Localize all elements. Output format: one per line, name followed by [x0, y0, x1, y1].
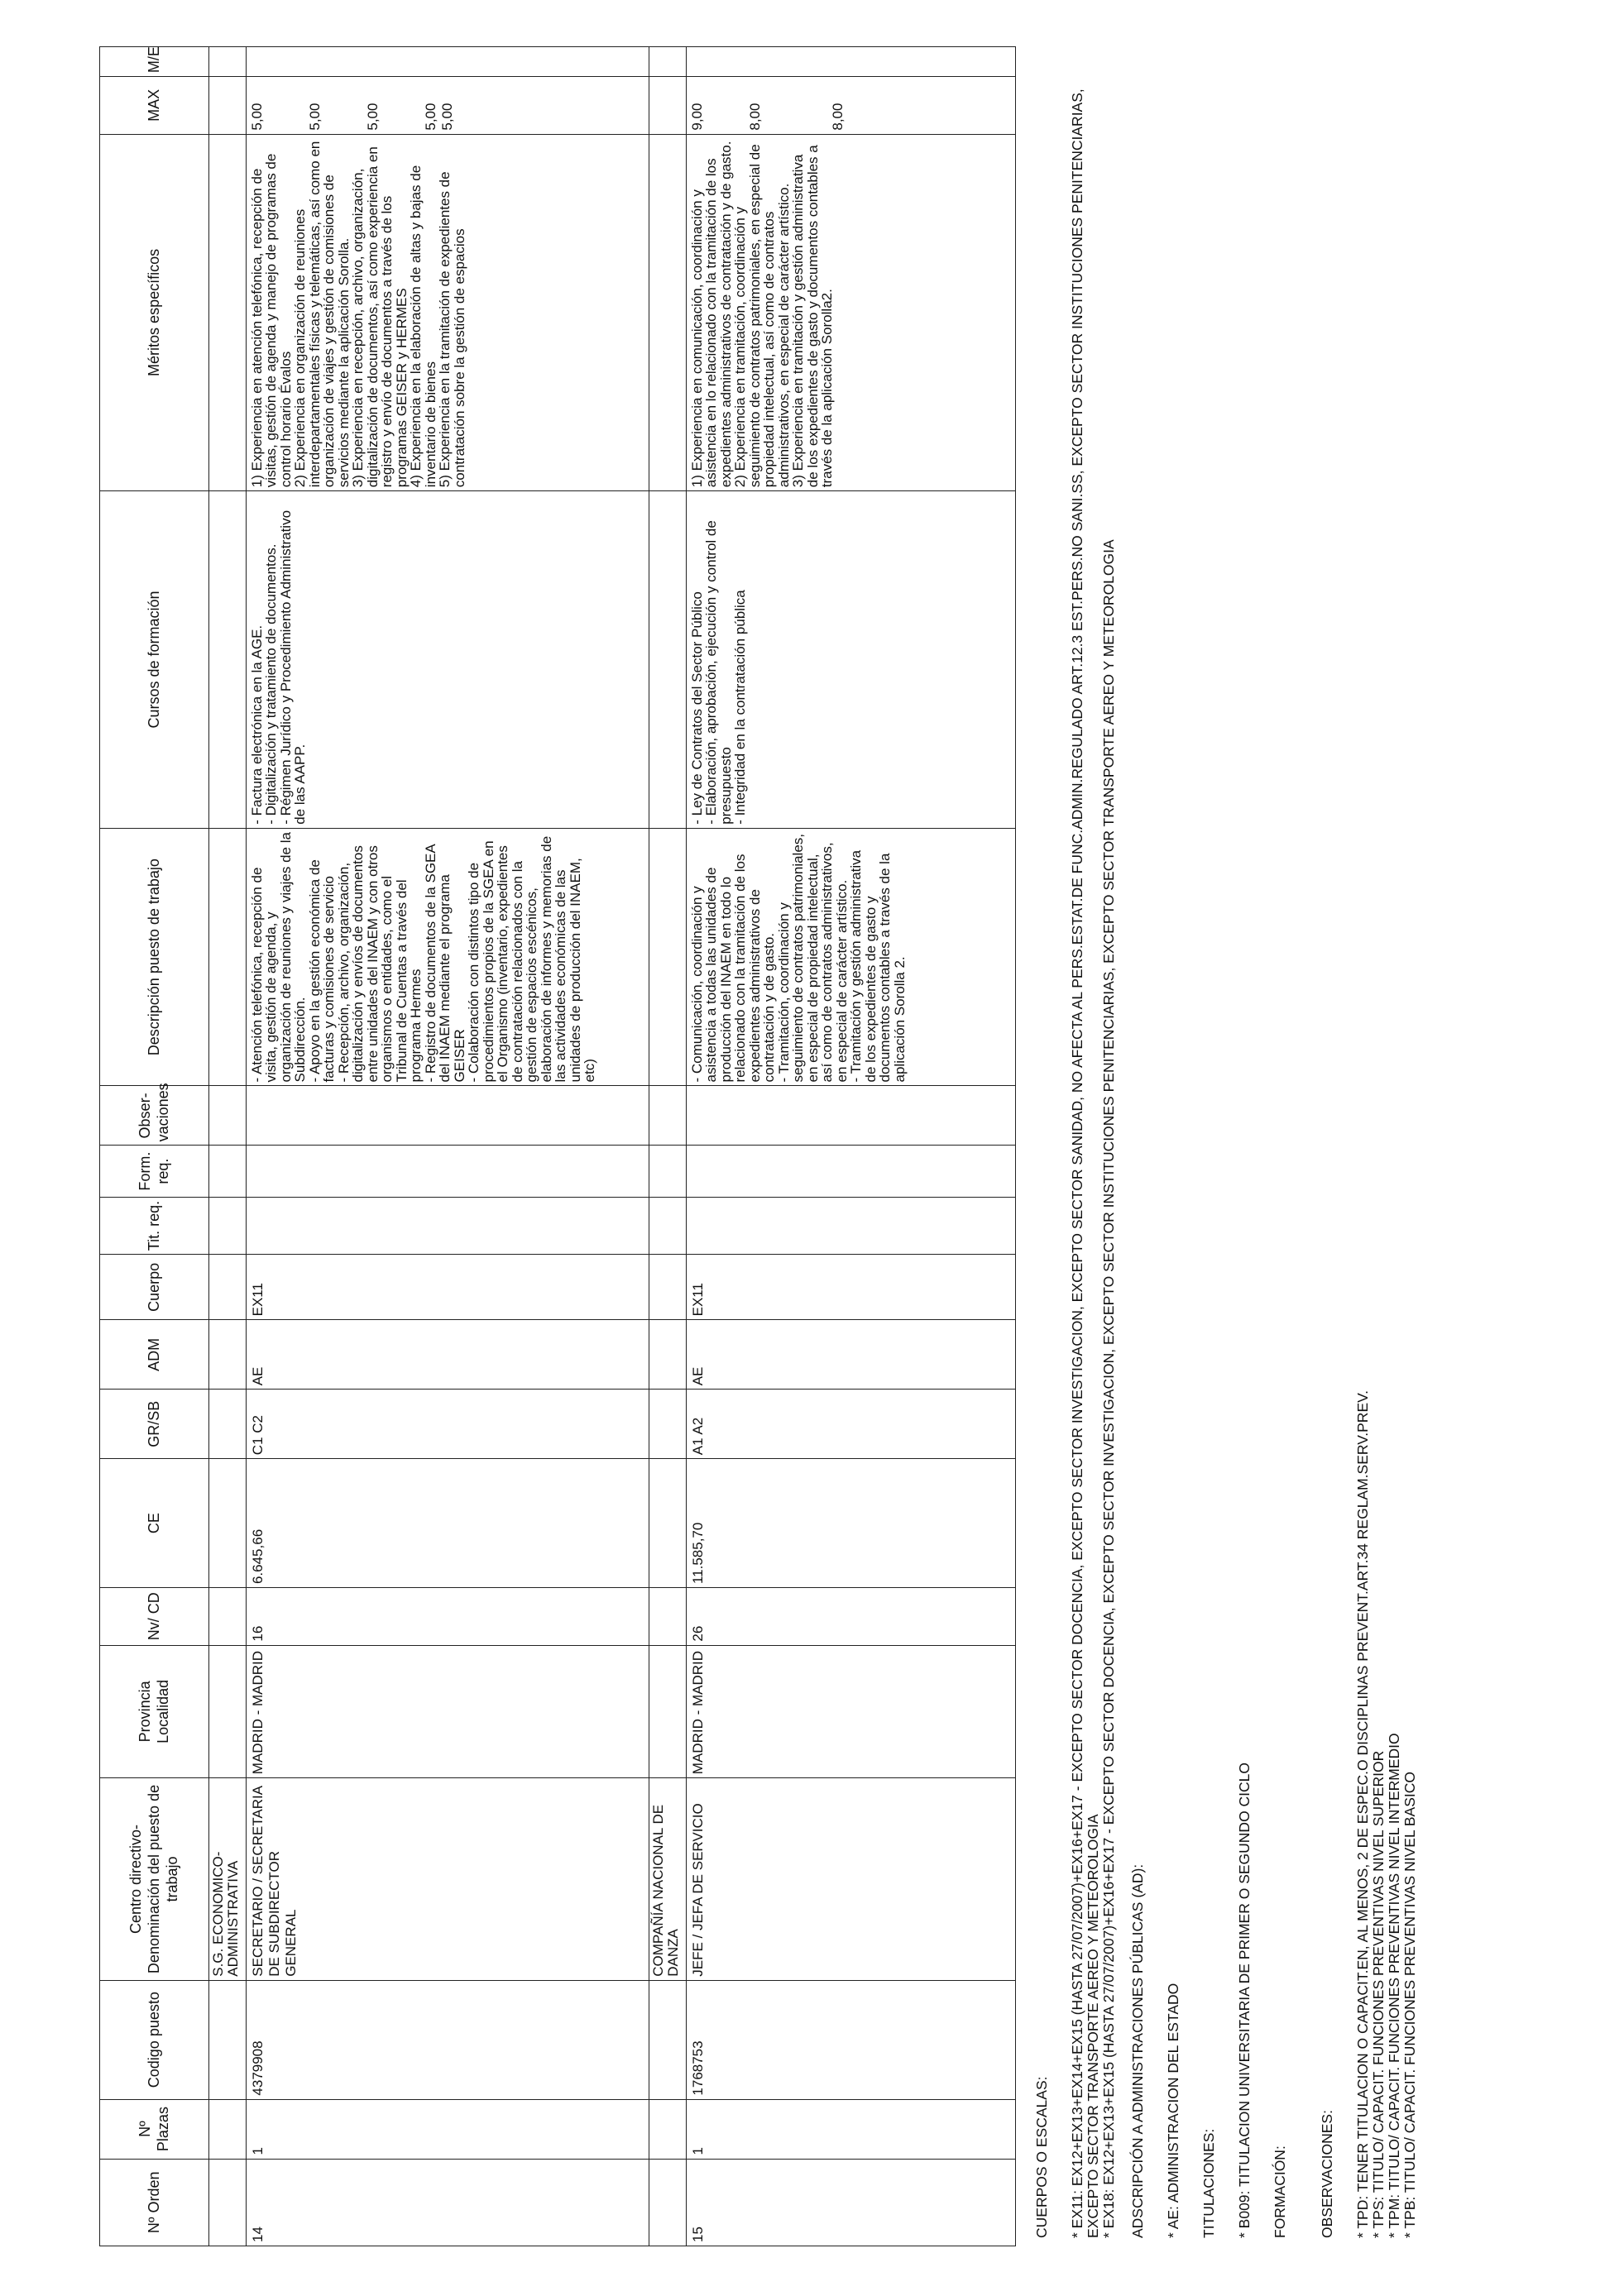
- row-max: [246, 77, 649, 135]
- header-max: MAX: [100, 77, 209, 135]
- row-descripcion: - Comunicación, coordinación y asistencia a todas las unidades de producción del INAEM en todo lo relacionado con la tramitación de los expedientes administrativos de contratación y de gasto. - Tramitación, coordinación y seguimiento de contratos patrimoniales, en especial de propiedad intelectual, así como de contratos administrativos, en especial de carácter artístico. - Tramitación y gestión administrativa de los expedientes de gasto y documentos contables a través de la aplicación Sorolla 2.: [686, 828, 1015, 1086]
- row-grupo: A1 A2: [686, 1390, 1015, 1459]
- row-provincia: MADRID - MADRID: [246, 1645, 649, 1778]
- header-grupo: GR/SB: [100, 1390, 209, 1459]
- row-codigo: 4379908: [246, 1980, 649, 2099]
- header-plazas: Nº Plazas: [100, 2099, 209, 2159]
- row-adm: AE: [686, 1320, 1015, 1390]
- row-orden: 14: [246, 2159, 649, 2246]
- merito-item: 3) Experiencia en tramitación y gestión administrativa de los expedientes de gasto y documentos contables a través de la aplicación Sorolla2.: [790, 145, 836, 488]
- formacion-title: FORMACIÓN:: [1272, 2145, 1288, 2238]
- row-provincia: MADRID - MADRID: [686, 1645, 1015, 1778]
- titulaciones-title: TITULACIONES:: [1200, 2128, 1217, 2238]
- row-ce: 11.585,70: [686, 1459, 1015, 1588]
- cuerpos-title: CUERPOS O ESCALAS:: [1033, 2076, 1050, 2238]
- section-centro: S.G. ECONOMICO-ADMINISTRATIVA: [208, 1778, 246, 1981]
- max-value: 8,00: [746, 103, 763, 131]
- note-ex18: * EX18: EX12+EX13+EX15 (HASTA 27/07/2007)+EX16+EX17 - EXCEPTO SECTOR DOCENCIA, EXCEPTO SECTOR INVESTIGACION, EXCEPTO SECTOR INSTITUCIONES PENITENCIARIAS, EXCEPTO SECTOR TRANSPORTE AEREO Y METEOROLOGIA: [1100, 539, 1117, 2238]
- merito-item: 3) Experiencia en recepción, archivo, organización, digitalización de documentos, así como experiencia en registro y envío de documentos a través de los programas GEISER y HERMES: [350, 146, 410, 488]
- max-value: 5,00: [422, 103, 438, 131]
- row-centro: SECRETARIO / SECRETARIA DE SUBDIRECTOR GENERAL: [246, 1778, 649, 1981]
- header-codigo: Codigo puesto: [100, 1980, 209, 2099]
- row-plazas: 1: [686, 2099, 1015, 2159]
- max-value: 5,00: [306, 103, 323, 131]
- merito-item: 1) Experiencia en atención telefónica, recepción de visitas, gestión de agenda y manejo de programas de control horario Évalos: [248, 153, 294, 488]
- row-meritos: [686, 134, 1015, 491]
- row-grupo: C1 C2: [246, 1390, 649, 1459]
- header-form: Form. req.: [100, 1146, 209, 1197]
- section-row: [649, 47, 686, 2246]
- note-tpd: * TPD: TENER TITULACION O CAPACIT.EN, AL MENOS, 2 DE ESPEC.O DISCIPLINAS PREVENT.ART.34 REGLAM.SERV.PREV.: [1354, 1390, 1371, 2238]
- table-row: [246, 47, 649, 2246]
- header-cuerpo: Cuerpo: [100, 1255, 209, 1320]
- header-nivel: Nv/ CD: [100, 1588, 209, 1646]
- notes-section: [1034, 71, 1418, 2238]
- row-nivel: 26: [686, 1588, 1015, 1646]
- note-ae: * AE: ADMINISTRACION DEL ESTADO: [1165, 1983, 1181, 2238]
- header-centro: Centro directivo- Denominación del puesto de trabajo: [100, 1778, 209, 1981]
- max-value: 9,00: [688, 103, 705, 131]
- merito-item: 2) Experiencia en organización de reuniones interdepartamentales físicas y telemáticas, así como en organización de viajes y gestión de comisiones de servicios mediante la aplicación Sorolla.: [292, 141, 352, 488]
- section-row: [208, 47, 246, 2246]
- merito-item: 2) Experiencia en tramitación, coordinación y seguimiento de contratos patrimoniales, en especial de propiedad intelectual, así como de contratos administrativos, en especial de carácter artístico.: [732, 144, 792, 488]
- merito-item: 5) Experiencia en la tramitación de expedientes de contratación sobre la gestión de espacios: [437, 171, 467, 488]
- merito-item: 4) Experiencia en la elaboración de altas y bajas de inventario de bienes: [408, 165, 438, 488]
- header-obs: Obser- vaciones: [100, 1086, 209, 1146]
- section-centro: COMPAÑÍA NACIONAL DE DANZA: [649, 1778, 686, 1981]
- header-orden: Nº Orden: [100, 2159, 209, 2246]
- merito-item: 1) Experiencia en comunicación, coordinación y asistencia en lo relacionado con la tramitación de los expedientes administrativos de contratación y de gasto.: [688, 141, 734, 488]
- row-cuerpo: EX11: [246, 1255, 649, 1320]
- max-value: 8,00: [829, 103, 846, 131]
- header-tit: Tit. req.: [100, 1197, 209, 1255]
- header-desc: Descripción puesto de trabajo: [100, 828, 209, 1086]
- row-adm: AE: [246, 1320, 649, 1390]
- note-ex11: * EX11: EX12+EX13+EX14+EX15 (HASTA 27/07/2007)+EX16+EX17 - EXCEPTO SECTOR DOCENCIA, EXCEPTO SECTOR INVESTIGACION, EXCEPTO SECTOR SANIDAD, NO AFECTA AL PERS.ESTAT.DE FUNC.ADMIN.REGULADO ART.12.3 EST.PERS.NO SANI.SS, EXCEPTO SECTOR INSTITUCIONES PENITENCIARIAS, EXCEPTO SECTOR TRANSPORTE AEREO Y METEOROLOGIA: [1069, 88, 1101, 2238]
- positions-table: [99, 46, 1016, 2246]
- row-cuerpo: EX11: [686, 1255, 1015, 1320]
- row-ce: 6.645,66: [246, 1459, 649, 1588]
- row-nivel: 16: [246, 1588, 649, 1646]
- table-header-row: [100, 47, 209, 2246]
- max-value: 5,00: [438, 103, 455, 131]
- adscripcion-title: ADSCRIPCIÓN A ADMINISTRACIONES PÚBLICAS (AD):: [1129, 1863, 1146, 2238]
- header-meritos: Méritos específicos: [100, 134, 209, 491]
- note-b009: * B009: TITULACION UNIVERSITARIA DE PRIMER O SEGUNDO CICLO: [1236, 1762, 1253, 2238]
- header-me: M/E: [100, 47, 209, 77]
- note-tpb: * TPB: TITULO/ CAPACIT. FUNCIONES PREVENTIVAS NIVEL BASICO: [1401, 1771, 1418, 2238]
- header-provincia: Provincia Localidad: [100, 1645, 209, 1778]
- header-adm: ADM: [100, 1320, 209, 1390]
- row-cursos: - Ley de Contratos del Sector Público - Elaboración, aprobación, ejecución y control de presupuesto - Integridad en la contratación pública: [686, 491, 1015, 829]
- row-descripcion: - Atención telefónica, recepción de visita, gestión de agenda, y organización de reuniones y viajes de la Subdirección. - Apoyo en la gestión económica de facturas y comisiones de servicio - Recepción, archivo, organización, digitalización y envíos de documentos entre unidades del INAEM y con otros organismos o entidades, como el Tribunal de Cuentas a través del programa Hermes - Registro de documentos de la SGEA del INAEM mediante el programa GEISER - Colaboración con distintos tipo de procedimientos propios de la SGEA en el Organismo (inventario, expedientes de contratación relacionados con la gestión de espacios escénicos, elaboración de informes y memorias de las actividades económicas de las unidades de producción del INAEM, etc): [246, 828, 649, 1086]
- max-value: 5,00: [364, 103, 381, 131]
- observaciones-title: OBSERVACIONES:: [1319, 2110, 1335, 2238]
- row-codigo: 1768753: [686, 1980, 1015, 2099]
- note-tps: * TPS: TITULO/ CAPACIT. FUNCIONES PREVENTIVAS NIVEL SUPERIOR: [1370, 1750, 1387, 2238]
- row-centro: JEFE / JEFA DE SERVICIO: [686, 1778, 1015, 1981]
- row-cursos: - Factura electrónica en la AGE. - Digitalización y tratamiento de documentos. - Régimen Jurídico y Procedimiento Administrativo de las AAPP.: [246, 491, 649, 829]
- row-plazas: 1: [246, 2099, 649, 2159]
- row-meritos: [246, 134, 649, 491]
- note-tpm: * TPM: TITULO/ CAPACIT. FUNCIONES PREVENTIVAS NIVEL INTERMEDIO: [1386, 1733, 1402, 2238]
- header-ce: CE: [100, 1459, 209, 1588]
- header-cursos: Cursos de formación: [100, 491, 209, 829]
- max-value: 5,00: [248, 103, 265, 131]
- table-row: [686, 47, 1015, 2246]
- row-max: [686, 77, 1015, 135]
- row-orden: 15: [686, 2159, 1015, 2246]
